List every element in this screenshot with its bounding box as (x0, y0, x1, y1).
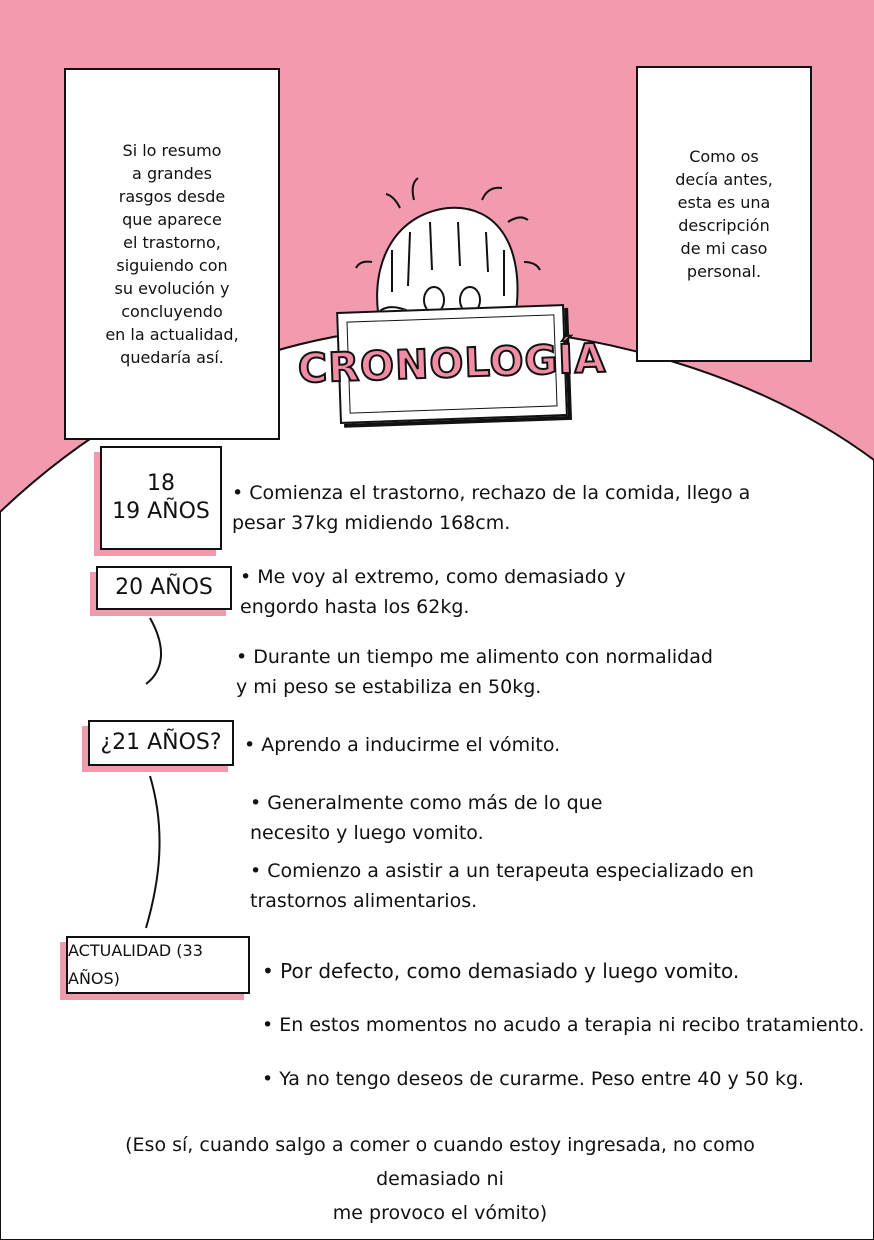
age-label: ¿21 AÑOS? (100, 730, 222, 755)
timeline-entry: • Ya no tengo deseos de curarme. Peso entre 40 y 50 kg. (262, 1068, 805, 1090)
age-box-actualidad (66, 936, 250, 994)
intro-text-left: Si lo resumo a grandes rasgos desde que aparece el trastorno, siguiendo con su evolución y concluyendo en la actualidad, quedaría así. (105, 141, 239, 367)
age-box-18-19 (100, 446, 222, 550)
title-sign (297, 304, 607, 424)
timeline-entry: • En estos momentos no acudo a terapia ni recibo tratamiento. (262, 1014, 865, 1036)
age-box-20 (96, 566, 232, 610)
footnote: (Eso sí, cuando salgo a comer o cuando estoy ingresada, no como demasiado ni me provoco el vómito) (125, 1134, 755, 1224)
timeline-entry: • Durante un tiempo me alimento con normalidad y mi peso se estabiliza en 50kg. (236, 646, 713, 698)
page-title: CRONOLOGÍA (297, 335, 607, 393)
age-label: ACTUALIDAD (33 AÑOS) (68, 941, 203, 988)
timeline-entry: • Por defecto, como demasiado y luego vomito. (262, 959, 740, 983)
intro-panel-left (64, 68, 280, 440)
intro-text-right: Como os decía antes, esta es una descripción de mi caso personal. (675, 147, 773, 281)
age-box-21 (88, 720, 234, 766)
age-label: 20 AÑOS (115, 575, 213, 600)
timeline-entry: • Generalmente como más de lo que necesito y luego vomito. (250, 792, 603, 844)
timeline-entry: • Comienza el trastorno, rechazo de la comida, llego a pesar 37kg midiendo 168cm. (232, 482, 751, 534)
age-label: 18 (147, 471, 175, 496)
intro-panel-right (636, 66, 812, 362)
timeline-entry: • Comienzo a asistir a un terapeuta especializado en trastornos alimentarios. (250, 860, 754, 912)
age-label: 19 AÑOS (112, 499, 210, 524)
timeline-entry: • Aprendo a inducirme el vómito. (244, 734, 561, 756)
timeline-entry: • Me voy al extremo, como demasiado y engordo hasta los 62kg. (240, 566, 626, 618)
